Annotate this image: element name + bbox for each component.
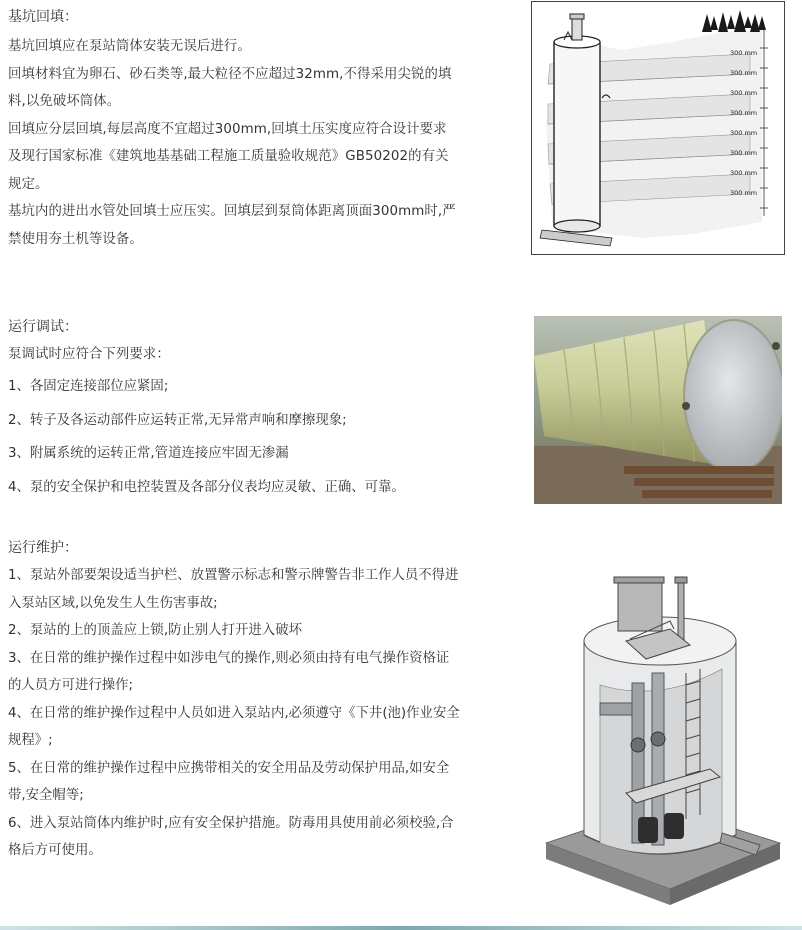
tank-photo-svg xyxy=(534,316,782,504)
maintenance-item: 3、在日常的维护操作过程中如涉电气的操作,则必须由持有电气操作资格证的人员方可进行操作; xyxy=(8,650,450,693)
maintenance-item: 1、泵站外部要架设适当护栏、放置警示标志和警示牌警告非工作人员不得进入泵站区域,以免发生人生伤害事故; xyxy=(8,568,459,611)
pump-station-svg xyxy=(540,573,784,911)
commissioning-heading: 运行调试： xyxy=(8,319,78,335)
maintenance-heading: 运行维护： xyxy=(8,540,78,556)
layer-label: 300 mm xyxy=(730,129,758,137)
commissioning-item: 2、转子及各运动部件应运转正常,无异常声响和摩擦现象; xyxy=(8,412,347,428)
backfill-section xyxy=(8,6,460,253)
layer-label: 300 mm xyxy=(730,169,758,177)
backfill-para-1: 基坑回填应在泵站筒体安装无误后进行。 xyxy=(8,39,251,54)
layer-label: 300 mm xyxy=(730,49,758,57)
backfill-heading: 基坑回填： xyxy=(8,9,78,25)
pump-station-illustration xyxy=(540,573,784,911)
layer-label: 300 mm xyxy=(730,189,758,197)
maintenance-item: 6、进入泵站筒体内维护时,应有安全保护措施。防毒用具使用前必须校验,合格后方可使用。 xyxy=(8,815,454,858)
backfill-para-2: 回填材料宜为卵石、砂石类等,最大粒径不应超过32mm,不得采用尖锐的填料,以免破坏筒体。 xyxy=(8,66,452,109)
maintenance-item: 4、在日常的维护操作过程中人员如进入泵站内,必须遵守《下井(池)作业安全规程》; xyxy=(8,705,460,748)
backfill-diagram xyxy=(531,1,785,255)
maintenance-section xyxy=(8,537,460,865)
commissioning-intro: 泵调试时应符合下列要求： xyxy=(8,347,170,362)
commissioning-item: 1、各固定连接部位应紧固; xyxy=(8,379,169,394)
commissioning-item: 4、泵的安全保护和电控装置及各部分仪表均应灵敏、正确、可靠。 xyxy=(8,479,405,495)
tank-photo xyxy=(534,316,782,504)
layer-label: 300 mm xyxy=(730,149,758,157)
backfill-para-4: 基坑内的进出水管处回填士应压实。回填层到泵筒体距离顶面300mm时,严禁使用夯土机等设备。 xyxy=(8,204,456,247)
bottom-divider xyxy=(0,926,802,930)
layer-label: 300 mm xyxy=(730,109,758,117)
commissioning-section xyxy=(8,316,460,504)
commissioning-item: 3、附属系统的运转正常,管道连接应牢固无渗漏 xyxy=(8,446,289,461)
layer-label: 300 mm xyxy=(730,89,758,97)
backfill-para-3: 回填应分层回填,每层高度不宜超过300mm,回填土压实度应符合设计要求及现行国家标准《建筑地基基础工程施工质量验收规范》GB50202的有关规定。 xyxy=(8,121,449,192)
maintenance-item: 5、在日常的维护操作过程中应携带相关的安全用品及劳动保护用品,如安全带,安全帽等; xyxy=(8,760,450,803)
maintenance-item: 2、泵站的上的顶盖应上锁,防止别人打开进入破坏 xyxy=(8,623,302,638)
layer-labels xyxy=(730,49,764,203)
layer-label: 300 mm xyxy=(730,69,758,77)
